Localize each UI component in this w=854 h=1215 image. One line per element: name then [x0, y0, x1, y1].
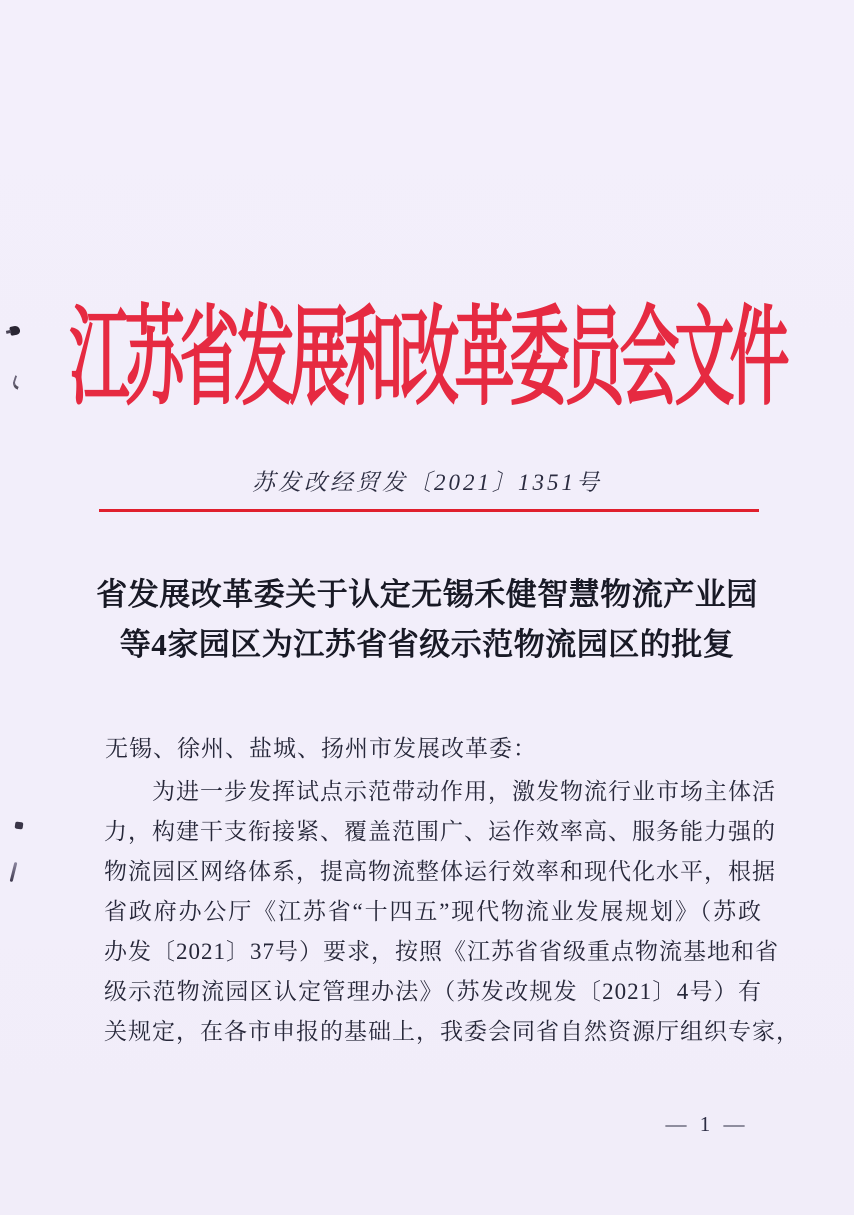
document-title	[0, 570, 854, 670]
red-separator-line	[99, 509, 759, 512]
ink-speck	[11, 375, 22, 390]
ink-speck	[10, 862, 18, 882]
document-number: 苏发改经贸发〔2021〕1351号	[252, 470, 602, 495]
page-number: — 1 —	[665, 1112, 749, 1136]
document-title-line-2: 等4家园区为江苏省省级示范物流园区的批复	[119, 627, 735, 662]
body-line: 级示范物流园区认定管理办法》（苏发改规发〔2021〕4号）有	[104, 979, 762, 1004]
body-line: 力，构建干支衔接紧、覆盖范围广、运作效率高、服务能力强的	[104, 819, 776, 844]
body-line: 为进一步发挥试点示范带动作用，激发物流行业市场主体活	[152, 779, 776, 804]
salutation: 无锡、徐州、盐城、扬州市发展改革委：	[105, 736, 537, 761]
body-line: 关规定，在各市申报的基础上，我委会同省自然资源厅组织专家，	[104, 1019, 800, 1044]
body-line: 省政府办公厅《江苏省“十四五”现代物流业发展规划》（苏政	[104, 899, 762, 924]
document-title-line-1: 省发展改革委关于认定无锡禾健智慧物流产业园	[96, 577, 758, 612]
body-line: 物流园区网络体系，提高物流整体运行效率和现代化水平，根据	[104, 859, 776, 884]
letterhead-title: 江苏省发展和改革委员会文件	[69, 299, 785, 418]
letterhead-banner	[0, 272, 854, 418]
body-paragraph	[104, 772, 800, 1052]
ink-speck	[15, 821, 24, 829]
body-line: 办发〔2021〕37号）要求，按照《江苏省省级重点物流基地和省	[104, 939, 779, 964]
